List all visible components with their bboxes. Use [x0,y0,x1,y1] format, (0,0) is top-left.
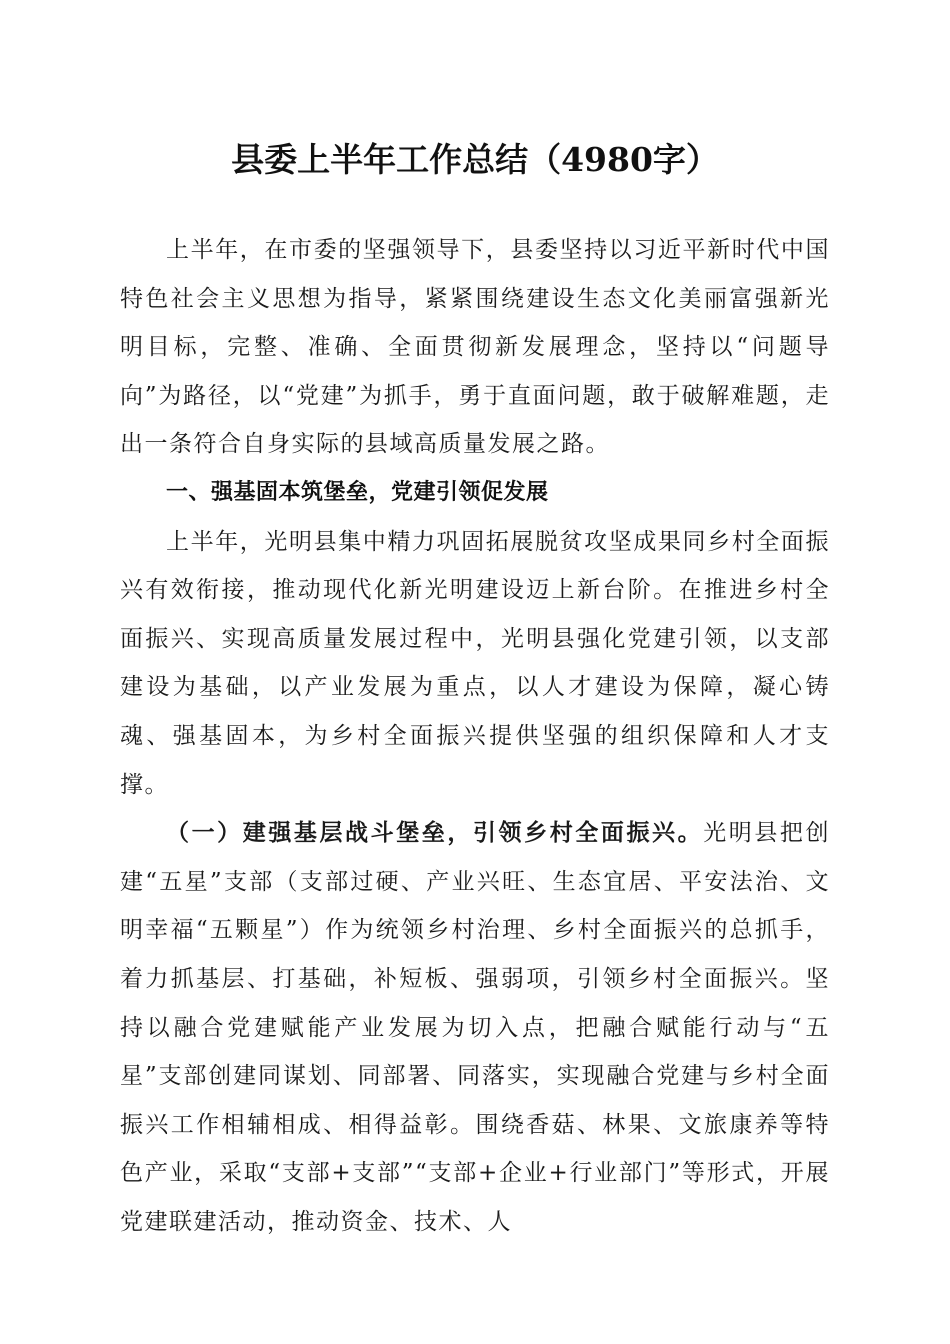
section-1-paragraph: 上半年，光明县集中精力巩固拓展脱贫攻坚成果同乡村全面振兴有效衔接，推动现代化新光明建设迈上新台阶。在推进乡村全面振兴、实现高质量发展过程中，光明县强化党建引领，以支部建设为基础，以产业发展为重点，以人才建设为保障，凝心铸魂、强基固本，为乡村全面振兴提供坚强的组织保障和人才支撑。 [120,528,830,798]
document-title: 县委上半年工作总结（4980字） [231,140,719,179]
subsection-1-heading: （一）建强基层战斗堡垒，引领乡村全面振兴。 [166,819,704,847]
subsection-1-paragraph [120,809,830,1246]
intro-paragraph: 上半年，在市委的坚强领导下，县委坚持以习近平新时代中国特色社会主义思想为指导，紧紧围绕建设生态文化美丽富强新光明目标，完整、准确、全面贯彻新发展理念，坚持以“问题导向”为路径，以“党建”为抓手，勇于直面问题，敢于破解难题，走出一条符合自身实际的县域高质量发展之路。 [120,237,830,458]
document-body [120,226,830,1246]
section-1-heading: 一、强基固本筑堡垒，党建引领促发展 [166,479,549,505]
subsection-1-body: 光明县把创建“五星”支部（支部过硬、产业兴旺、生态宜居、平安法治、文明幸福“五颗星”）作为统领乡村治理、乡村全面振兴的总抓手，着力抓基层、打基础，补短板、强弱项，引领乡村全面振兴。坚持以融合党建赋能产业发展为切入点，把融合赋能行动与“五星”支部创建同谋划、同部署、同落实，实现融合党建与乡村全面振兴工作相辅相成、相得益彰。围绕香菇、林果、文旅康养等特色产业，采取“支部+支部”“支部+企业+行业部门”等形式，开展党建联建活动，推动资金、技术、人 [120,820,831,1235]
